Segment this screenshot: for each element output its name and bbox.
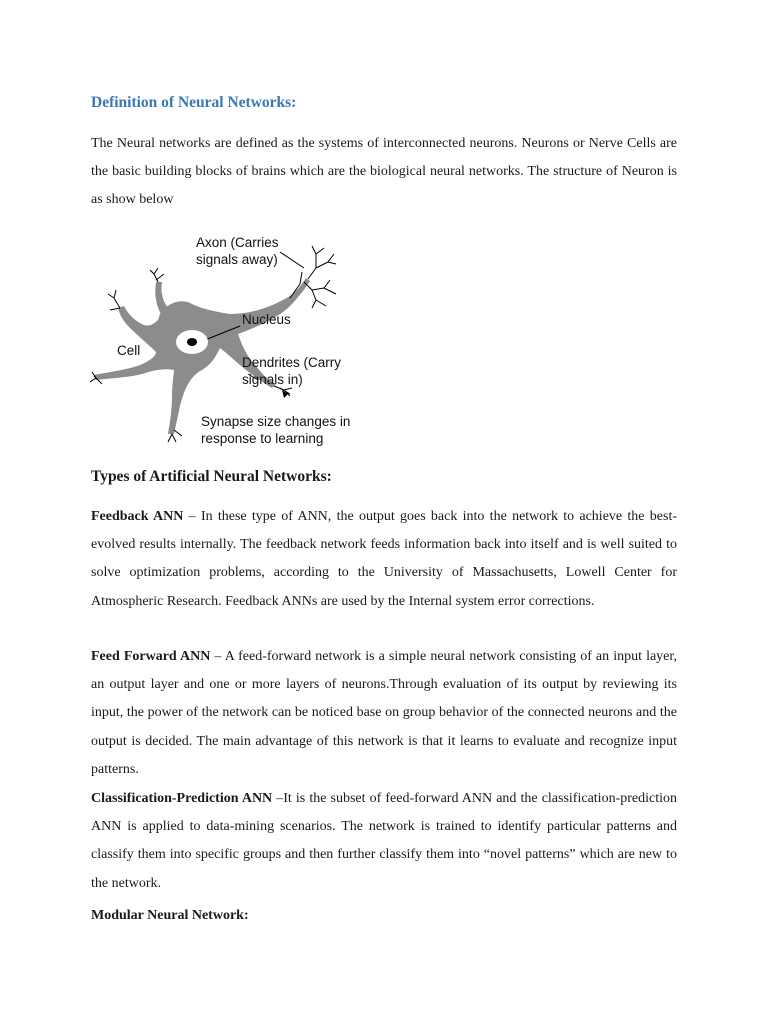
nucleus-dot [187,338,197,346]
label-synapse-line1: Synapse size changes in [201,414,351,429]
text-feed-forward-ann: – A feed-forward network is a simple neural network consisting of an input layer, an output layer and one or more layers of neurons.Through evaluation of its output by reviewing its input, the power of the network can be noticed base on group behavior of the connected neurons and the output is decided. The main advantage of this network is that it learns to evaluate and recognize input patterns. [91,649,677,777]
text-classification-prediction-ann: –It is the subset of feed-forward ANN and the classification-prediction ANN is applied to data-mining scenarios. The network is trained to identify particular patterns and classify them into specific groups and then further classify them into “novel patterns” which are new to the network. [91,791,677,891]
label-cell: Cell [117,343,141,358]
dendrite-left-upper [108,290,120,310]
intro-paragraph: The Neural networks are defined as the systems of interconnected neurons. Neurons or Nerve Cells are the basic building blocks of brains which are the biological neural networks. The structure of Neuron is as show below [91,136,677,208]
term-feed-forward-ann: Feed Forward ANN [91,649,211,664]
heading-definition: Definition of Neural Networks: [91,94,297,111]
term-classification-prediction-ann: Classification-Prediction ANN [91,791,273,806]
neuron-branch-upper-left [155,282,170,316]
paragraph-classification-prediction-ann [91,785,677,898]
heading-modular: Modular Neural Network: [91,908,249,923]
label-dendrites-line2: signals in) [242,372,303,387]
neuron-diagram [90,224,370,446]
label-axon-line2: signals away) [196,252,278,267]
label-dendrites-line1: Dendrites (Carry [242,355,342,370]
label-axon-line1: Axon (Carries [196,235,279,250]
heading-types: Types of Artificial Neural Networks: [91,468,332,485]
dendrite-top [150,268,164,282]
text-feedback-ann: – In these type of ANN, the output goes back into the network to achieve the best-evolved results internally. The feedback network feeds information back into itself and is well suited to solve optimization problems, according to the University of Massachusetts, Lowell Center for Atmospheric Research. Feedback ANNs are used by the Internal system error corrections. [91,509,677,609]
paragraph-feedback-ann [91,503,677,616]
axon-pointer [280,252,304,268]
label-synapse-line2: response to learning [201,431,324,446]
axon-terminal-upper [308,246,336,279]
label-nucleus: Nucleus [242,312,291,327]
axon-terminal-lower [304,280,336,308]
paragraph-feed-forward-ann [91,643,677,784]
term-feedback-ann: Feedback ANN [91,509,184,524]
